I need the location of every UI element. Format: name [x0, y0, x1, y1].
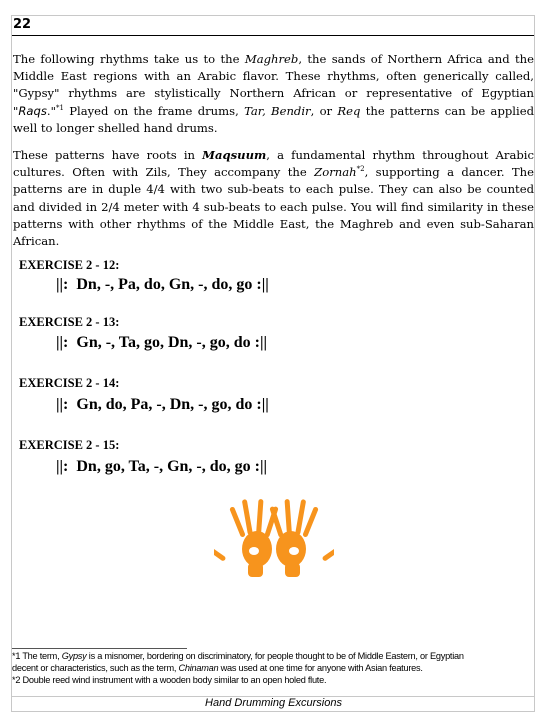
footnote-1-cont [12, 662, 423, 675]
footnote-1-gypsy: Gypsy [61, 651, 87, 661]
orange-handprints-icon [214, 497, 334, 579]
page-number: 22 [13, 17, 32, 32]
term-maghreb: Maghreb [244, 52, 299, 66]
maqsuum-paragraph [13, 147, 534, 250]
exercise-label: EXERCISE 2 - 15: [19, 438, 120, 452]
term-zornah: Zornah [314, 165, 357, 180]
rhythm-pattern: ||: Gn, do, Pa, -, Dn, -, go, do :|| [56, 396, 269, 413]
para1-text-1: The following rhythms take us to the [13, 52, 245, 66]
para2-text-1: These patterns have roots in [13, 148, 203, 162]
rhythm-pattern: ||: Gn, -, Ta, go, Dn, -, go, do :|| [56, 334, 268, 351]
footnote-2-text: Double reed wind instrument with a wooden body similar to an open holed flute. [20, 675, 327, 685]
para1-text-5: , or [310, 103, 338, 118]
exercise-label: EXERCISE 2 - 12: [19, 258, 120, 272]
rhythm-pattern: ||: Dn, go, Ta, -, Gn, -, do, go :|| [56, 458, 268, 475]
footnote-rule [12, 648, 187, 649]
intro-paragraph [13, 51, 534, 137]
footnote-1-text: is a misnomer, bordering on discriminatory, for people thought to be of Middle Eastern, or Egyptian [86, 651, 464, 661]
exercise-label: EXERCISE 2 - 13: [19, 315, 120, 329]
footnote-1-text: was used at one time for anyone with Asian features. [218, 663, 423, 673]
para2-text-3: , supporting a dancer. The patterns are in duple 4/4 with two sub-beats to each pulse. They can also be counted and divided in 2/4 meter with 4 sub-beats to each pulse. You will find similarity in these patterns with other rhythms of the Middle East, the Maghreb and even sub-Saharan African. [13, 165, 534, 249]
footnote-1-chinaman: Chinaman [178, 663, 219, 673]
term-tar-bendir: Tar, Bendir [244, 103, 311, 118]
footnote-ref-1: *1 [55, 103, 64, 112]
header-rule [12, 35, 534, 36]
footnote-1-text: decent or characteristics, such as the term, [12, 663, 179, 673]
footnote-1-mark: *1 [12, 651, 21, 661]
term-raqs: Raqs [18, 103, 47, 118]
footer-title: Hand Drumming Excursions [205, 697, 342, 709]
exercise-label: EXERCISE 2 - 14: [19, 376, 120, 390]
para1-text-2: , the sands of Northern Africa and the Middle East regions with an Arabic flavor. These rhythms, often generically called, "Gypsy" rhythms are stylistically Northern African or representative of Egyptian " [13, 52, 534, 118]
footnote-1 [12, 650, 464, 663]
footnote-ref-2: *2 [356, 165, 365, 174]
para1-text-4: Played on the frame drums, [63, 103, 245, 118]
footnote-2 [12, 674, 326, 687]
rhythm-pattern: ||: Dn, -, Pa, do, Gn, -, do, go :|| [56, 276, 269, 293]
term-maqsuum: Maqsuum [202, 148, 267, 162]
para2-text-2: , a fundamental rhythm throughout Arabic cultures. Often with Zils, They accompany the [13, 148, 534, 180]
para1-text-3: ." [46, 103, 56, 118]
footnote-1-text: The term, [20, 651, 62, 661]
term-req: Req [337, 103, 361, 118]
footnote-2-mark: *2 [12, 675, 21, 685]
para1-text-6: the patterns can be applied well to longer shelled hand drums. [13, 103, 534, 135]
